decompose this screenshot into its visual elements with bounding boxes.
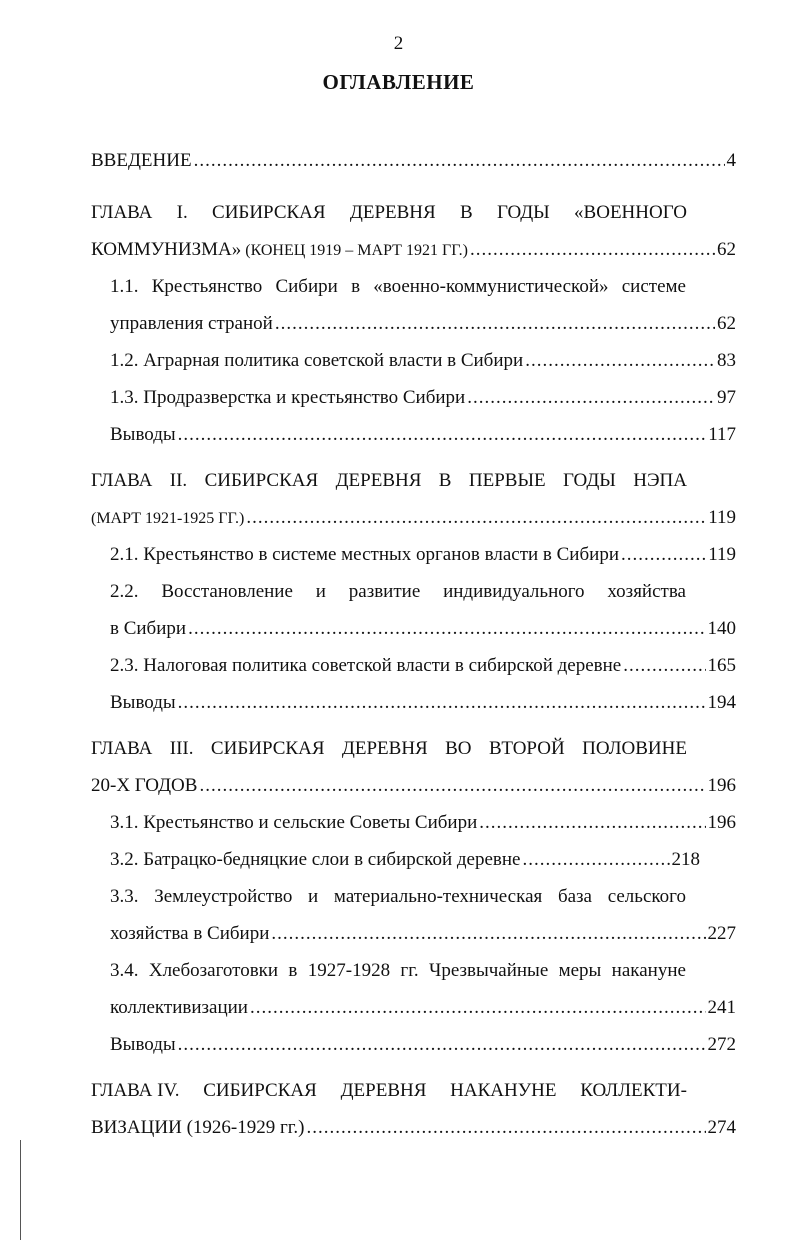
heading-word: ГЛАВА bbox=[91, 470, 153, 491]
toc-page-number: 62 bbox=[717, 313, 736, 334]
heading-word: ГЛАВА IV. bbox=[91, 1080, 180, 1101]
heading-word: хозяйства bbox=[607, 581, 686, 602]
toc-entry-label: 3.1. Крестьянство и сельские Советы Сибири bbox=[110, 812, 478, 833]
toc-section-1-1-line1[interactable] bbox=[110, 272, 686, 302]
toc-entry-label: 2.1. Крестьянство в системе местных органов власти в Сибири bbox=[110, 544, 619, 565]
heading-word: «ВОЕННОГО bbox=[574, 202, 687, 223]
page-number: 2 bbox=[393, 33, 404, 54]
heading-word: НАКАНУНЕ bbox=[450, 1080, 557, 1101]
heading-word: ГОДЫ bbox=[496, 202, 550, 223]
toc-page-number: 241 bbox=[707, 997, 736, 1018]
toc-chapter-2-conclusions[interactable] bbox=[110, 688, 736, 718]
heading-word: 3.3. bbox=[110, 886, 139, 907]
leader-dots bbox=[623, 651, 705, 681]
toc-entry-label: 2.3. Налоговая политика советской власти в сибирской деревне bbox=[110, 655, 622, 676]
heading-word: в bbox=[351, 276, 361, 297]
heading-word: В bbox=[459, 202, 473, 223]
toc-page-number: 140 bbox=[707, 618, 736, 639]
heading-word: Землеустройство bbox=[154, 886, 293, 907]
heading-word: ГЛАВА bbox=[91, 202, 153, 223]
toc-section-2-2-line1[interactable] bbox=[110, 577, 686, 607]
toc-chapter-3-heading-line1[interactable] bbox=[91, 734, 687, 764]
toc-entry-label: управления страной bbox=[110, 313, 273, 334]
toc-section-3-3-line1[interactable] bbox=[110, 882, 686, 912]
leader-dots bbox=[307, 1113, 706, 1143]
toc-page-number: 62 bbox=[717, 239, 736, 260]
heading-word: ДЕРЕВНЯ bbox=[335, 470, 422, 491]
toc-page-number: 274 bbox=[707, 1117, 736, 1138]
heading-word: Сибири bbox=[275, 276, 338, 297]
toc-entry-label: Выводы bbox=[110, 692, 176, 713]
toc-section-2-1[interactable] bbox=[110, 540, 736, 570]
leader-dots bbox=[250, 993, 706, 1023]
leader-dots bbox=[479, 808, 705, 838]
toc-chapter-1-heading-line2[interactable] bbox=[91, 235, 736, 265]
toc-page-number: 97 bbox=[717, 387, 736, 408]
heading-word: 1.1. bbox=[110, 276, 139, 297]
heading-word: гг. bbox=[400, 960, 419, 981]
heading-word: развитие bbox=[348, 581, 421, 602]
heading-word: ДЕРЕВНЯ bbox=[341, 738, 428, 759]
heading-word: 2.2. bbox=[110, 581, 139, 602]
toc-entry-label: Выводы bbox=[110, 1034, 176, 1055]
toc-page-number: 218 bbox=[671, 849, 700, 870]
heading-word: 1927-1928 bbox=[307, 960, 391, 981]
toc-section-3-4-line1[interactable] bbox=[110, 956, 686, 986]
toc-page-number: 117 bbox=[708, 424, 736, 445]
leader-dots bbox=[246, 503, 706, 533]
toc-page-number: 165 bbox=[707, 655, 736, 676]
leader-dots bbox=[178, 420, 707, 450]
heading-word: НЭПА bbox=[633, 470, 687, 491]
heading-word: база bbox=[557, 886, 592, 907]
toc-page-number: 119 bbox=[708, 507, 736, 528]
heading-word: КОЛЛЕКТИ- bbox=[580, 1080, 687, 1101]
heading-word: ГОДЫ bbox=[563, 470, 616, 491]
toc-page-number: 196 bbox=[707, 812, 736, 833]
toc-entry-label: 20-Х ГОДОВ bbox=[91, 775, 198, 796]
toc-section-3-4-line2[interactable] bbox=[110, 993, 736, 1023]
heading-word: I. bbox=[176, 202, 188, 223]
leader-dots bbox=[188, 614, 705, 644]
toc-entry-label: КОММУНИЗМА» (КОНЕЦ 1919 – МАРТ 1921 ГГ.) bbox=[91, 239, 468, 260]
toc-page-number: 4 bbox=[726, 150, 736, 171]
heading-word: сельского bbox=[607, 886, 686, 907]
toc-section-2-3[interactable] bbox=[110, 651, 736, 681]
leader-dots bbox=[194, 146, 725, 176]
leader-dots bbox=[467, 383, 715, 413]
heading-word: СИБИРСКАЯ bbox=[204, 470, 319, 491]
toc-section-3-1[interactable] bbox=[110, 808, 736, 838]
toc-chapter-1-heading-line1[interactable] bbox=[91, 198, 687, 228]
heading-word: Восстановление bbox=[161, 581, 293, 602]
toc-chapter-2-heading-line1[interactable] bbox=[91, 466, 687, 496]
heading-word: В bbox=[438, 470, 452, 491]
leader-dots bbox=[275, 309, 715, 339]
toc-chapter-4-heading-line2[interactable] bbox=[91, 1113, 736, 1143]
leader-dots bbox=[525, 346, 715, 376]
toc-chapter-4-heading-line1[interactable] bbox=[91, 1076, 687, 1106]
toc-chapter-1-conclusions[interactable] bbox=[110, 420, 736, 450]
leader-dots bbox=[271, 919, 705, 949]
leader-dots bbox=[621, 540, 706, 570]
toc-section-1-3[interactable] bbox=[110, 383, 736, 413]
heading-word: СИБИРСКАЯ bbox=[203, 1080, 317, 1101]
heading-word: Чрезвычайные bbox=[428, 960, 549, 981]
toc-page-number: 227 bbox=[707, 923, 736, 944]
heading-word: III. bbox=[169, 738, 194, 759]
heading-word: ПЕРВЫЕ bbox=[468, 470, 546, 491]
heading-word: в bbox=[288, 960, 298, 981]
toc-section-2-2-line2[interactable] bbox=[110, 614, 736, 644]
leader-dots bbox=[178, 1030, 706, 1060]
toc-page-number: 119 bbox=[708, 544, 736, 565]
heading-word: и bbox=[308, 886, 319, 907]
heading-word: Крестьянство bbox=[151, 276, 263, 297]
toc-entry-label: 3.2. Батрацко-бедняцкие слои в сибирской деревне bbox=[110, 849, 521, 870]
toc-entry-intro[interactable] bbox=[91, 146, 736, 176]
heading-word: «военно-коммунистической» bbox=[373, 276, 609, 297]
heading-word: 3.4. bbox=[110, 960, 139, 981]
toc-page-number: 194 bbox=[707, 692, 736, 713]
heading-word: меры bbox=[558, 960, 602, 981]
leader-dots bbox=[522, 845, 669, 875]
heading-word: и bbox=[315, 581, 326, 602]
toc-entry-label: Выводы bbox=[110, 424, 176, 445]
toc-section-3-3-line2[interactable] bbox=[110, 919, 736, 949]
toc-entry-label: ВВЕДЕНИЕ bbox=[91, 150, 192, 171]
toc-entry-label: 1.2. Аграрная политика советской власти в Сибири bbox=[110, 350, 524, 371]
heading-word: II. bbox=[169, 470, 188, 491]
toc-entry-label: хозяйства в Сибири bbox=[110, 923, 270, 944]
toc-entry-label: 1.3. Продразверстка и крестьянство Сибири bbox=[110, 387, 466, 408]
toc-page-number: 83 bbox=[717, 350, 736, 371]
scan-margin-mark bbox=[20, 1140, 21, 1240]
leader-dots bbox=[178, 688, 706, 718]
heading-word: СИБИРСКАЯ bbox=[210, 738, 325, 759]
heading-word: ДЕРЕВНЯ bbox=[340, 1080, 427, 1101]
heading-word: ДЕРЕВНЯ bbox=[349, 202, 436, 223]
toc-page-number: 272 bbox=[707, 1034, 736, 1055]
leader-dots bbox=[199, 771, 705, 801]
heading-word: материально-техническая bbox=[333, 886, 543, 907]
toc-entry-label: в Сибири bbox=[110, 618, 187, 639]
toc-entry-label: ВИЗАЦИИ (1926-1929 гг.) bbox=[91, 1117, 305, 1138]
toc-chapter-3-conclusions[interactable] bbox=[110, 1030, 736, 1060]
toc-section-1-1-line2[interactable] bbox=[110, 309, 736, 339]
heading-word: Хлебозаготовки bbox=[148, 960, 279, 981]
heading-word: системе bbox=[621, 276, 686, 297]
heading-word: ПОЛОВИНЕ bbox=[582, 738, 687, 759]
heading-word: индивидуального bbox=[443, 581, 585, 602]
leader-dots bbox=[470, 235, 715, 265]
heading-word: ГЛАВА bbox=[91, 738, 153, 759]
toc-section-3-2[interactable] bbox=[110, 845, 700, 875]
heading-word: ВО bbox=[445, 738, 472, 759]
page-title: ОГЛАВЛЕНИЕ bbox=[322, 70, 475, 94]
toc-chapter-3-heading-line2[interactable] bbox=[91, 771, 736, 801]
heading-word: ВТОРОЙ bbox=[488, 738, 565, 759]
toc-chapter-2-heading-line2[interactable] bbox=[91, 503, 736, 533]
heading-word: СИБИРСКАЯ bbox=[212, 202, 326, 223]
toc-entry-label: коллективизации bbox=[110, 997, 248, 1018]
toc-page-number: 196 bbox=[707, 775, 736, 796]
toc-section-1-2[interactable] bbox=[110, 346, 736, 376]
heading-word: накануне bbox=[611, 960, 686, 981]
toc-entry-label: (МАРТ 1921-1925 ГГ.) bbox=[91, 510, 245, 527]
